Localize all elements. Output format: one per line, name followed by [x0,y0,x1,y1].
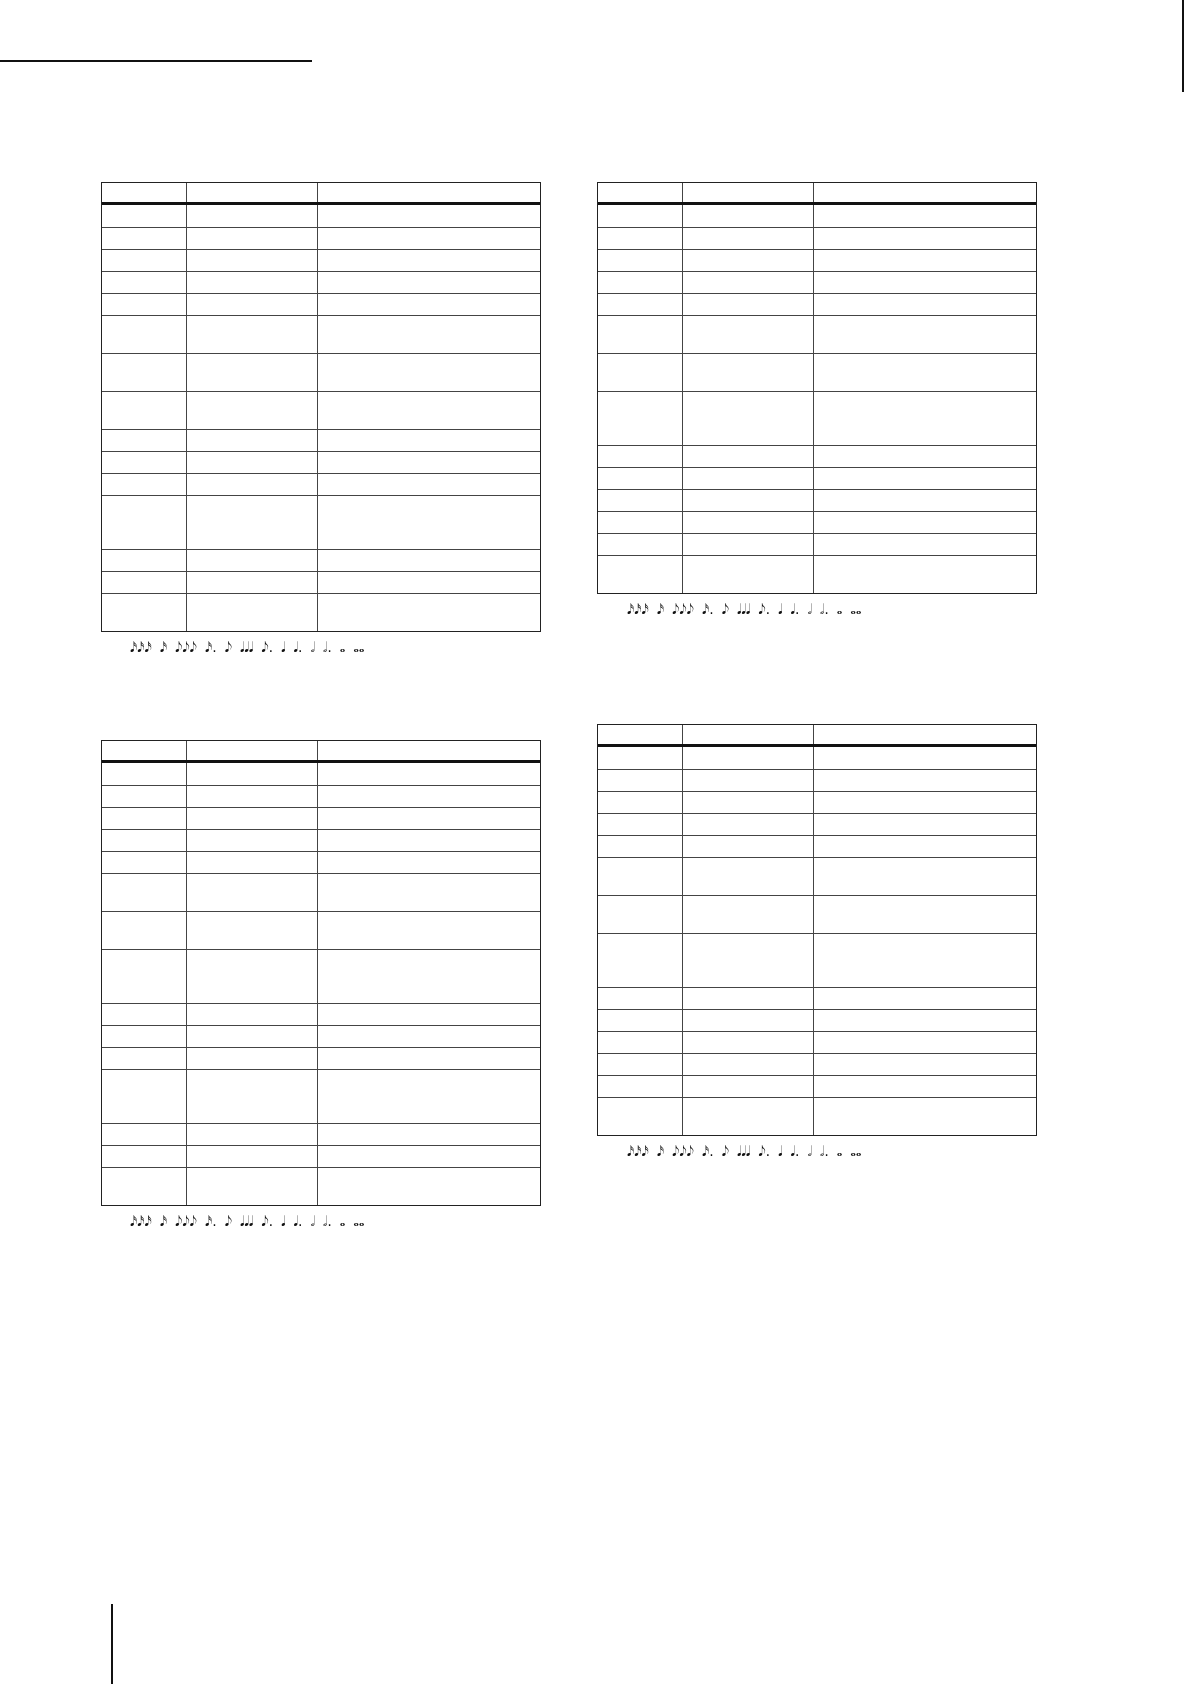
note-value-glyph: 𝅗𝅥 [807,1144,812,1160]
table-row [598,315,1036,353]
header-cell [186,741,317,760]
note-value-glyph: 𝅘𝅥𝅯𝅘𝅥𝅯𝅘𝅥𝅯 [130,1214,152,1230]
header-cell [102,741,186,760]
header-cell [682,725,813,744]
table-row [102,593,540,631]
table-row [102,1123,540,1145]
note-value-glyph: 𝅗𝅥. [322,1214,332,1230]
note-value-glyph: 𝅗𝅥. [819,1144,829,1160]
note-value-glyph: 𝅘𝅥 [281,1214,286,1230]
table-row [598,391,1036,445]
note-value-glyph: 𝅘𝅥. [790,602,800,618]
note-value-glyph: 𝅘𝅥𝅘𝅥𝅘𝅥 [239,640,254,656]
table-row [102,549,540,571]
note-value-glyph: 𝅘𝅥𝅮 [721,602,729,618]
note-value-glyph: 𝅗𝅥. [819,602,829,618]
table-row [102,829,540,851]
note-values-legend [130,636,364,656]
table-row [598,1097,1036,1135]
header-cell [682,183,813,202]
table-row [102,293,540,315]
header-cell [186,183,317,202]
note-value-glyph: 𝅘𝅥. [293,640,303,656]
table-row [598,1075,1036,1097]
note-value-glyph: 𝅝 [339,640,346,656]
table-row [102,807,540,829]
note-value-glyph: 𝅘𝅥𝅯. [204,1214,217,1230]
table-row [102,429,540,451]
note-value-glyph: 𝅝 [836,1144,843,1160]
note-value-glyph: 𝅘𝅥. [293,1214,303,1230]
note-value-glyph: 𝅝𝅝 [353,640,365,656]
note-value-glyph: 𝅘𝅥𝅮 [721,1144,729,1160]
note-value-glyph: 𝅘𝅥 [281,640,286,656]
note-value-glyph: 𝅗𝅥 [310,1214,315,1230]
top-edge-line [1182,0,1184,92]
table-row [102,1003,540,1025]
note-value-glyph: 𝅗𝅥. [322,640,332,656]
note-value-glyph: 𝅘𝅥𝅮𝅘𝅥𝅮𝅘𝅥𝅮 [672,602,694,618]
note-value-glyph: 𝅘𝅥 [778,602,783,618]
note-value-glyph: 𝅘𝅥𝅯 [656,1144,665,1160]
table-row [102,1047,540,1069]
note-value-glyph: 𝅝𝅝 [353,1214,365,1230]
table-row [102,1025,540,1047]
note-value-glyph: 𝅘𝅥𝅘𝅥𝅘𝅥 [736,1144,751,1160]
table-header-row [598,725,1036,747]
table-row [102,1145,540,1167]
table-row [598,227,1036,249]
note-value-glyph: 𝅘𝅥𝅮. [261,1214,274,1230]
table-row [598,533,1036,555]
table-row [102,851,540,873]
note-value-glyph: 𝅘𝅥𝅮 [224,640,232,656]
note-value-glyph: 𝅘𝅥𝅮𝅘𝅥𝅮𝅘𝅥𝅮 [175,640,197,656]
table-header-row [102,183,540,205]
note-value-glyph: 𝅘𝅥𝅮𝅘𝅥𝅮𝅘𝅥𝅮 [672,1144,694,1160]
table-row [598,271,1036,293]
table-row [598,895,1036,933]
table-row [102,271,540,293]
table-row [102,249,540,271]
table-row [598,1009,1036,1031]
note-values-legend [627,598,861,618]
table-row [102,763,540,785]
table-row [598,933,1036,987]
note-value-glyph: 𝅘𝅥𝅘𝅥𝅘𝅥 [736,602,751,618]
parameter-table-3 [101,740,541,1206]
bottom-edge-line [111,1604,113,1684]
table-row [102,1069,540,1123]
note-value-glyph: 𝅘𝅥𝅯𝅘𝅥𝅯𝅘𝅥𝅯 [130,640,152,656]
header-rule [0,60,312,62]
header-cell [813,725,1036,744]
parameter-table-2 [597,182,1037,594]
table-row [598,835,1036,857]
table-row [102,205,540,227]
table-row [598,1053,1036,1075]
table-row [598,747,1036,769]
note-values-legend [627,1140,861,1160]
table-row [598,511,1036,533]
header-cell [598,725,682,744]
table-row [598,353,1036,391]
header-cell [317,183,540,202]
header-cell [102,183,186,202]
table-row [102,391,540,429]
note-value-glyph: 𝅝𝅝 [850,1144,862,1160]
header-cell [813,183,1036,202]
table-row [598,555,1036,593]
note-value-glyph: 𝅘𝅥𝅯𝅘𝅥𝅯𝅘𝅥𝅯 [627,602,649,618]
table-row [102,473,540,495]
table-header-row [102,741,540,763]
note-values-legend [130,1210,364,1230]
table-row [598,249,1036,271]
note-value-glyph: 𝅘𝅥𝅯𝅘𝅥𝅯𝅘𝅥𝅯 [627,1144,649,1160]
note-value-glyph: 𝅘𝅥𝅯 [656,602,665,618]
table-row [102,911,540,949]
note-value-glyph: 𝅘𝅥𝅯. [701,1144,714,1160]
note-value-glyph: 𝅘𝅥𝅮𝅘𝅥𝅮𝅘𝅥𝅮 [175,1214,197,1230]
note-value-glyph: 𝅗𝅥 [807,602,812,618]
note-value-glyph: 𝅝 [836,602,843,618]
note-value-glyph: 𝅘𝅥𝅮. [758,1144,771,1160]
table-header-row [598,183,1036,205]
note-value-glyph: 𝅘𝅥. [790,1144,800,1160]
table-row [598,769,1036,791]
table-row [102,873,540,911]
parameter-table-4 [597,724,1037,1136]
table-row [598,813,1036,835]
note-value-glyph: 𝅘𝅥𝅘𝅥𝅘𝅥 [239,1214,254,1230]
parameter-table-1 [101,182,541,632]
table-row [598,857,1036,895]
table-row [598,987,1036,1009]
header-cell [598,183,682,202]
table-row [102,1167,540,1205]
note-value-glyph: 𝅘𝅥𝅮 [224,1214,232,1230]
note-value-glyph: 𝅝𝅝 [850,602,862,618]
note-value-glyph: 𝅗𝅥 [310,640,315,656]
note-value-glyph: 𝅘𝅥𝅯 [159,1214,168,1230]
table-row [598,489,1036,511]
table-row [598,205,1036,227]
note-value-glyph: 𝅘𝅥𝅯. [701,602,714,618]
table-row [102,315,540,353]
header-cell [317,741,540,760]
note-value-glyph: 𝅘𝅥𝅮. [261,640,274,656]
note-value-glyph: 𝅘𝅥𝅮. [758,602,771,618]
table-row [102,451,540,473]
table-row [598,1031,1036,1053]
table-row [102,353,540,391]
note-value-glyph: 𝅝 [339,1214,346,1230]
table-row [598,467,1036,489]
note-value-glyph: 𝅘𝅥𝅯. [204,640,217,656]
note-value-glyph: 𝅘𝅥𝅯 [159,640,168,656]
table-row [598,445,1036,467]
table-row [102,785,540,807]
table-row [598,293,1036,315]
table-row [102,227,540,249]
table-row [102,949,540,1003]
note-value-glyph: 𝅘𝅥 [778,1144,783,1160]
table-row [102,495,540,549]
table-row [102,571,540,593]
table-row [598,791,1036,813]
